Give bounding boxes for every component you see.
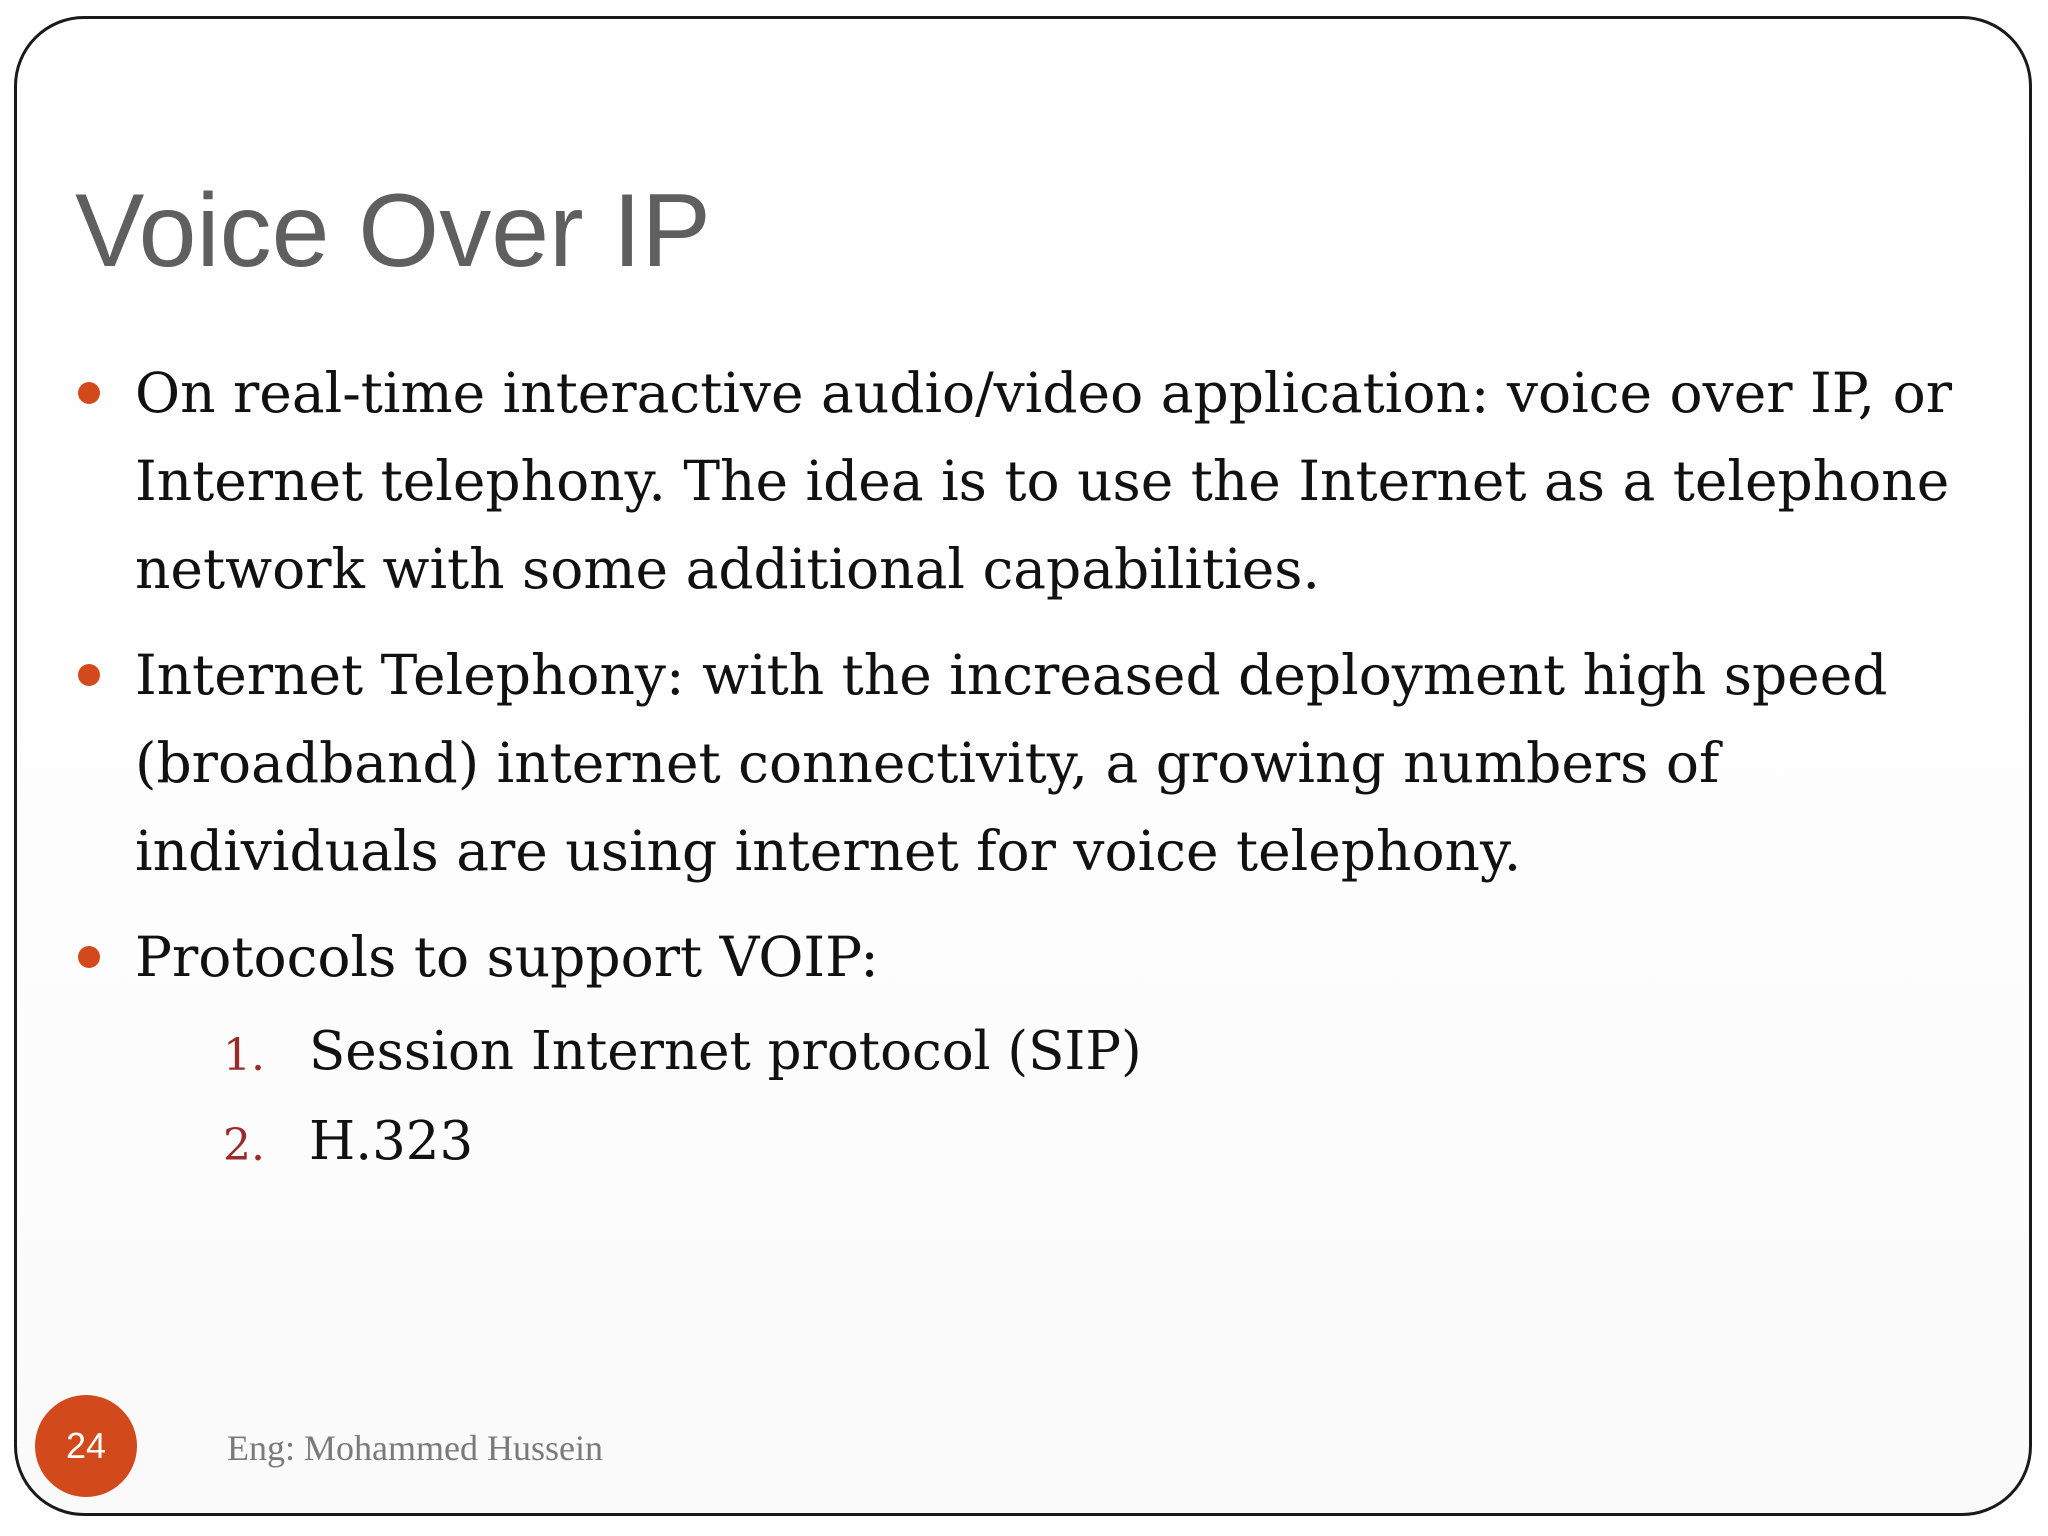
protocol-label: Session Internet protocol (SIP) — [309, 1021, 1142, 1082]
bullet-item — [73, 349, 1993, 613]
protocol-list — [135, 1007, 1993, 1187]
protocol-label: H.323 — [309, 1111, 474, 1172]
page-number-badge — [35, 1395, 137, 1497]
slide-title: Voice Over IP — [75, 173, 711, 289]
bullet-dot-icon — [78, 946, 100, 968]
page-number: 24 — [65, 1425, 107, 1466]
protocol-item — [135, 1097, 1993, 1187]
footer-author: Eng: Mohammed Hussein — [227, 1428, 603, 1468]
bullet-item — [73, 913, 1993, 1187]
bullet-text: Protocols to support VOIP: — [135, 925, 879, 989]
bullet-dot-icon — [78, 382, 100, 404]
slide — [14, 16, 2032, 1516]
protocol-item — [135, 1007, 1993, 1097]
bullet-item — [73, 631, 1993, 895]
protocol-number: 2. — [223, 1120, 265, 1171]
bullet-dot-icon — [78, 664, 100, 686]
bullet-text: Internet Telephony: with the increased deployment high speed (broadband) internet connectivity, a growing numbers of individuals are using internet for voice telephony. — [135, 643, 1888, 883]
protocol-number: 1. — [223, 1030, 265, 1081]
bullet-text: On real-time interactive audio/video application: voice over IP, or Internet telephony. The idea is to use the Internet as a telephone network with some additional capabilities. — [135, 361, 1952, 601]
bullet-list — [73, 349, 1993, 1205]
